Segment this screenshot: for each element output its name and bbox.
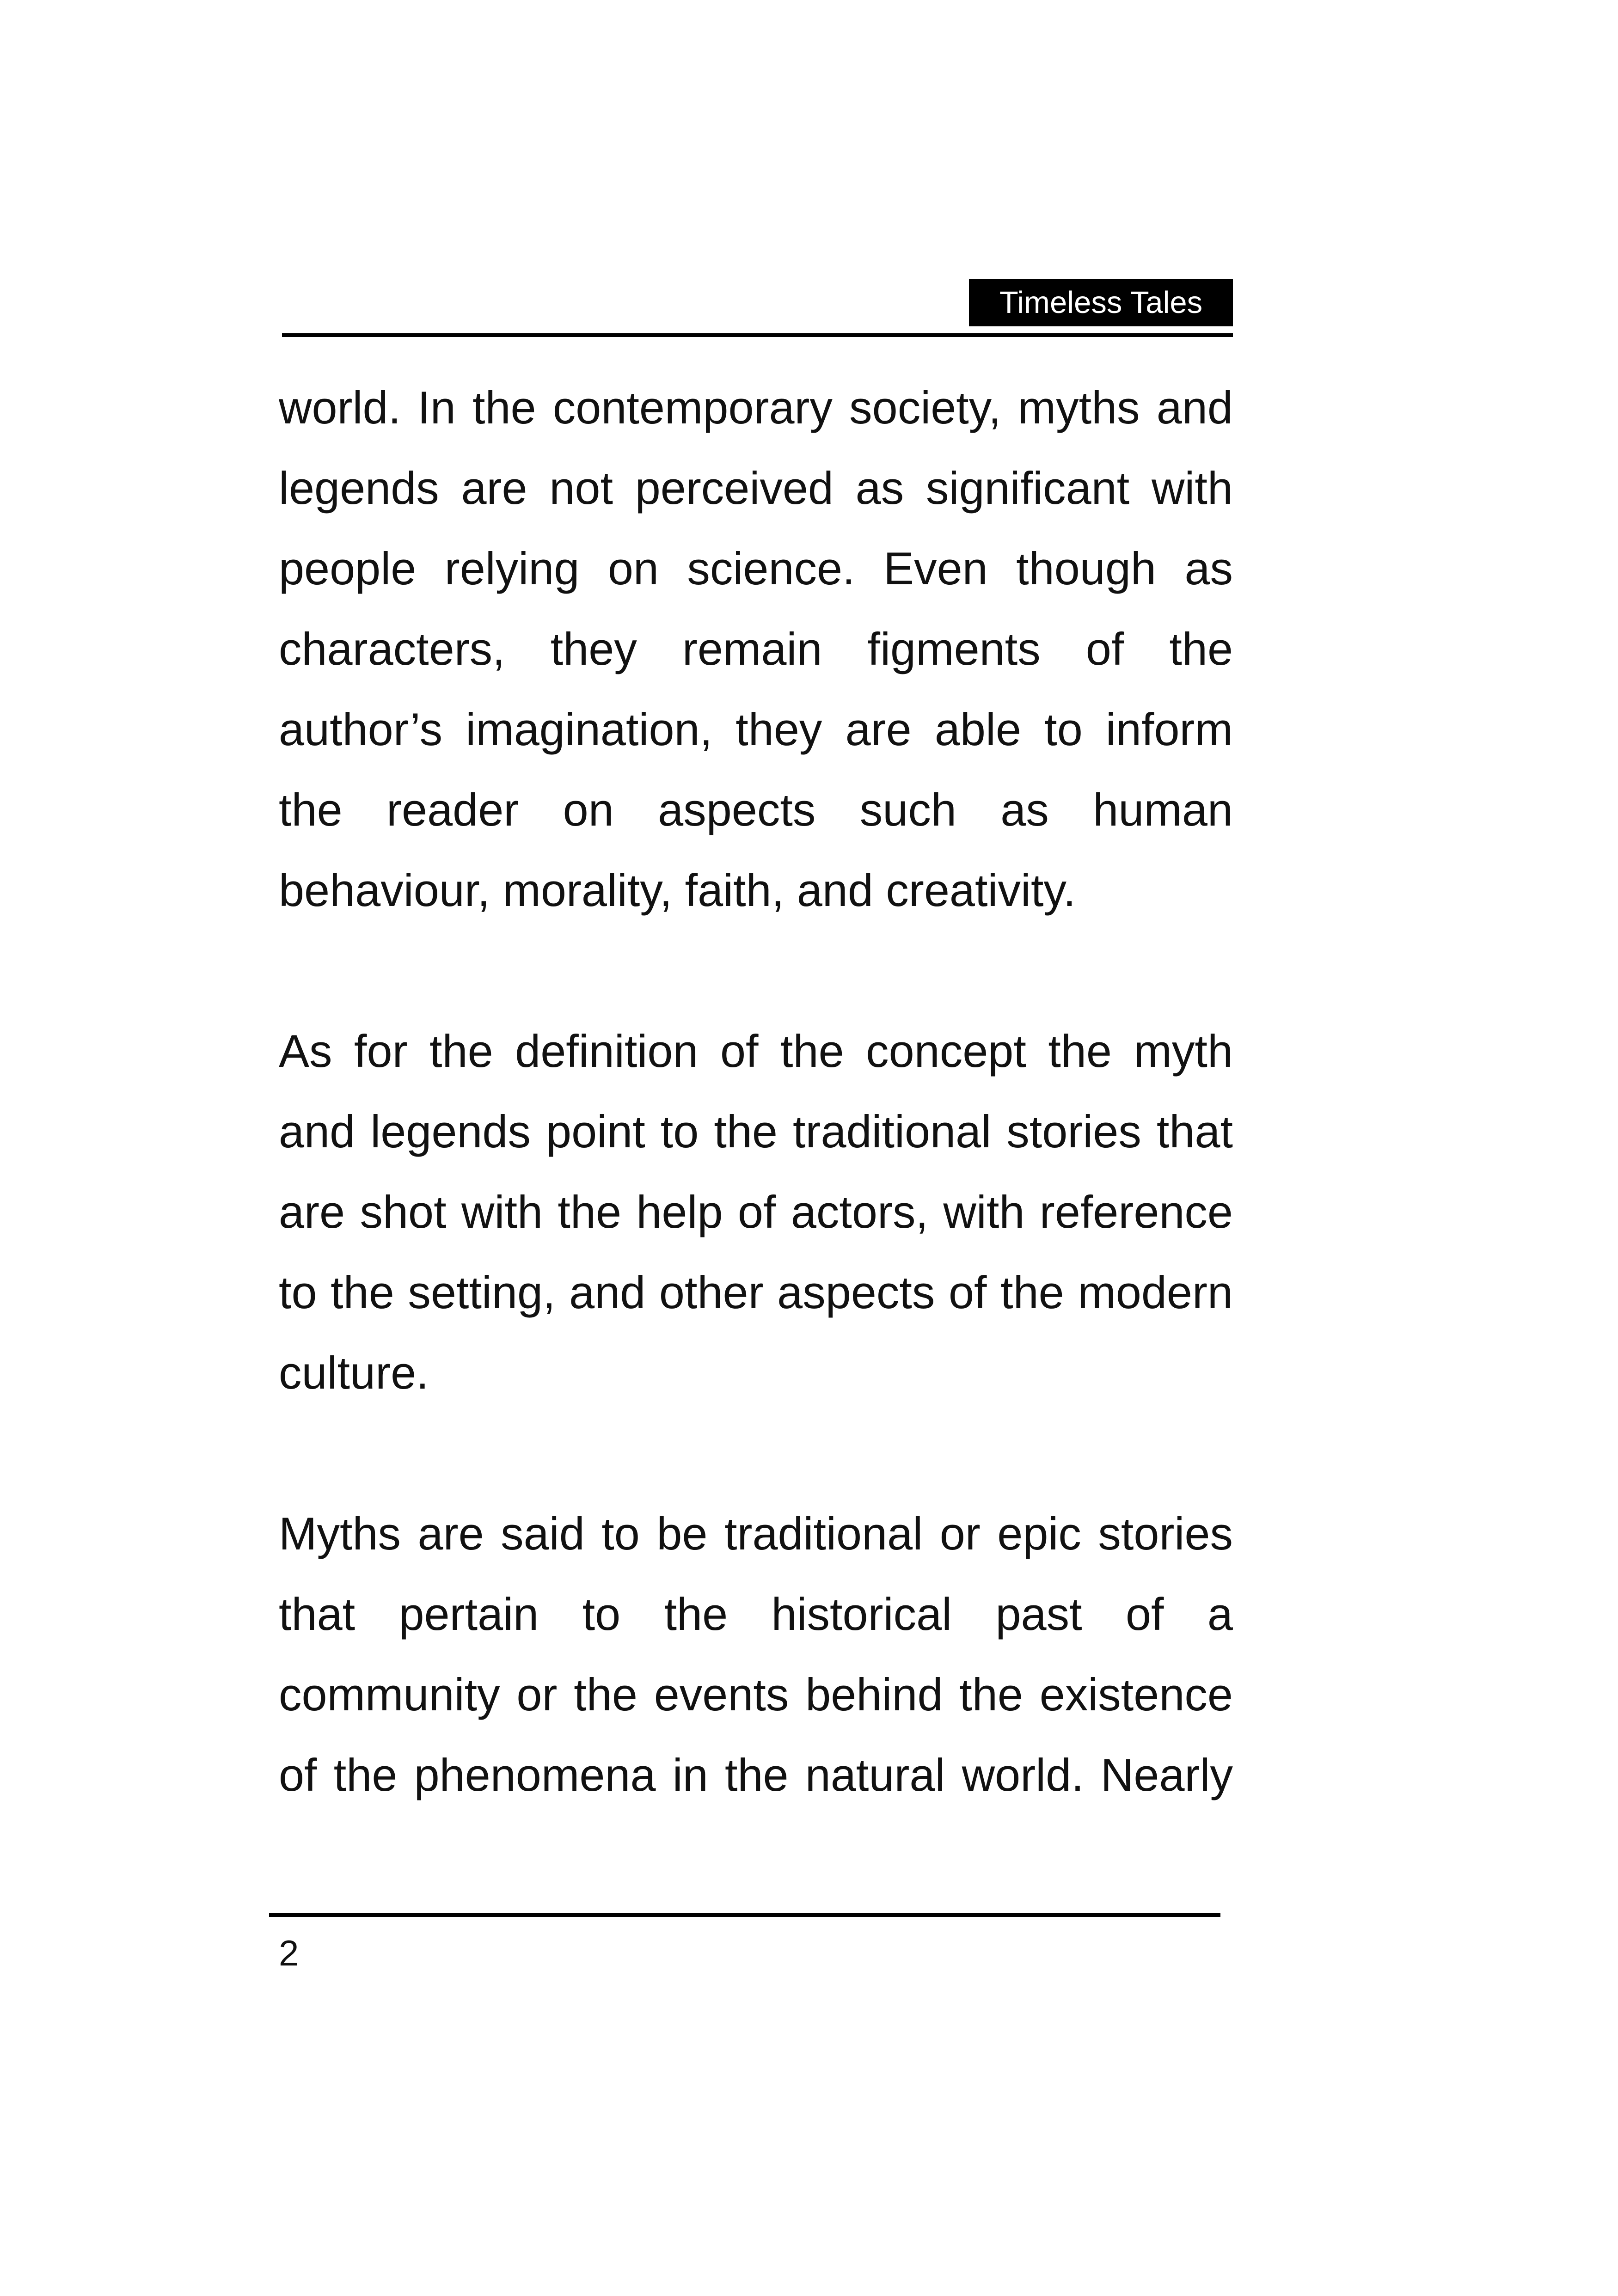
running-head-title: Timeless Tales <box>969 279 1233 326</box>
paragraph: Myths are said to be traditional or epic stories that pertain to the historical past of a community or the events behind the existence of the phenomena in the natural world. Nearly <box>279 1508 1233 1800</box>
body-text <box>279 367 1233 1815</box>
header-rule <box>282 333 1233 337</box>
page-number: 2 <box>279 1933 299 1973</box>
paragraph: As for the definition of the concept the myth and legends point to the traditional stories that are shot with the help of actors, with reference to the setting, and other aspects of the modern culture. <box>279 1025 1233 1398</box>
paragraph: world. In the contemporary society, myths and legends are not perceived as significant with people relying on science. Even though as characters, they remain figments of the author’s imagination, they are able to inform the reader on aspects such as human behaviour, morality, faith, and creativity. <box>279 382 1233 916</box>
footer-rule <box>269 1913 1220 1917</box>
